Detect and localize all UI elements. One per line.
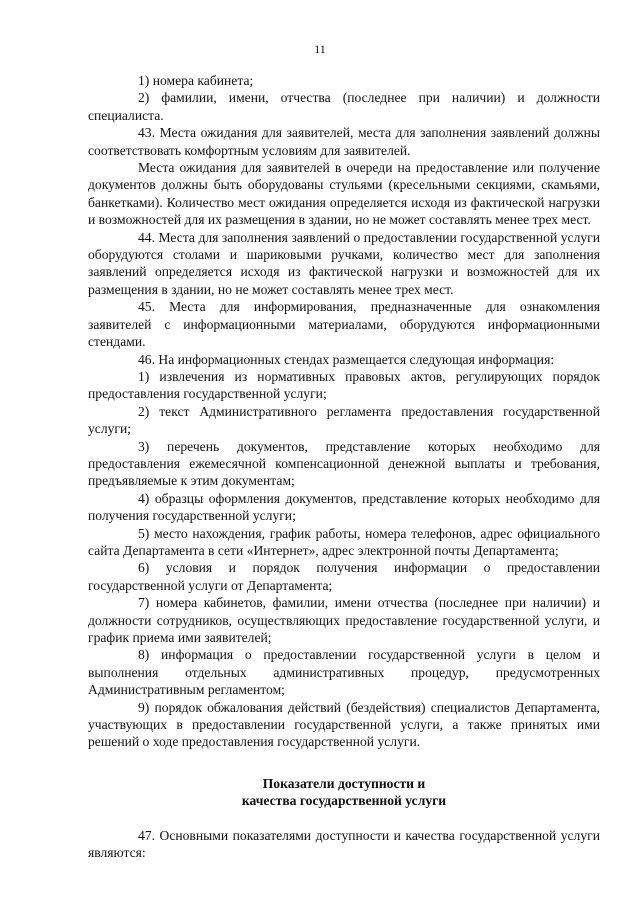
- document-body: [88, 72, 600, 861]
- section-heading: [88, 775, 600, 810]
- list-item-cabinet-number: 1) номера кабинета;: [138, 73, 254, 88]
- clause-43: 43. Места ожидания для заявителей, места для заполнения заявлений должны соответствовать комфортным условиям для заявителей.: [88, 125, 600, 158]
- clause-46-item-1: 1) извлечения из нормативных правовых актов, регулирующих порядок предоставления государственной услуги;: [88, 368, 600, 402]
- clause-46-item-2: 2) текст Административного регламента предоставления государственной услуги;: [88, 403, 600, 437]
- clause-46-item-7: 7) номера кабинетов, фамилии, имени отчества (последнее при наличии) и должности сотрудников, осуществляющих предоставление государственной услуги, и график приема ими заявителей;: [88, 595, 600, 645]
- clause-44: 44. Места для заполнения заявлений о предоставлении государственной услуги оборудуются столами и шариковыми ручками, количество мест для заполнения заявлений определяется исходя из фактической нагрузки и возможностей для их размещения в здании, но не может составлять менее трех мест.: [88, 229, 600, 297]
- section-heading-line-2: качества государственной услуги: [241, 793, 447, 809]
- clause-45: 45. Места для информирования, предназначенные для ознакомления заявителей с информационными материалами, оборудуются информационными стендами.: [88, 299, 600, 350]
- page-number: 11: [314, 42, 326, 56]
- section-heading-line-1: Показатели доступности и: [262, 775, 426, 791]
- clause-46-item-5: 5) место нахождения, график работы, номера телефонов, адрес официального сайта Департамента в сети «Интернет», адрес электронной почты Департамента;: [88, 525, 600, 558]
- clause-46-item-9: 9) порядок обжалования действий (бездействия) специалистов Департамента, участвующих в предоставлении государственной услуги, а также принятых ими решений о ходе предоставления государственной услуги.: [88, 699, 600, 750]
- clause-46-item-6: 6) условия и порядок получения информации о предоставлении государственной услуги от Департамента;: [88, 560, 600, 593]
- clause-46-item-3: 3) перечень документов, представление которых необходимо для предоставления ежемесячной компенсационной денежной выплаты и требования, предъявляемые к этим документам;: [88, 438, 600, 489]
- clause-46: 46. На информационных стендах размещается следующая информация:: [138, 351, 555, 367]
- clause-43-waiting-places: Места ожидания для заявителей в очереди на предоставление или получение документов должны быть оборудованы стульями (кресельными секциями, скамьями, банкетками). Количество мест ожидания определяется исходя из фактической нагрузки и возможностей для их размещения в здании, но не может составлять менее трех мест.: [88, 160, 600, 228]
- list-item-specialist-name: 2) фамилии, имени, отчества (последнее при наличии) и должности специалиста.: [88, 90, 600, 123]
- clause-46-item-8: 8) информация о предоставлении государственной услуги в целом и выполнения отдельных административных процедур, предусмотренных Административным регламентом;: [88, 647, 600, 698]
- clause-46-item-4: 4) образцы оформления документов, представление которых необходимо для получения государственной услуги;: [88, 490, 600, 524]
- clause-47: 47. Основными показателями доступности и качества государственной услуги являются:: [88, 827, 600, 861]
